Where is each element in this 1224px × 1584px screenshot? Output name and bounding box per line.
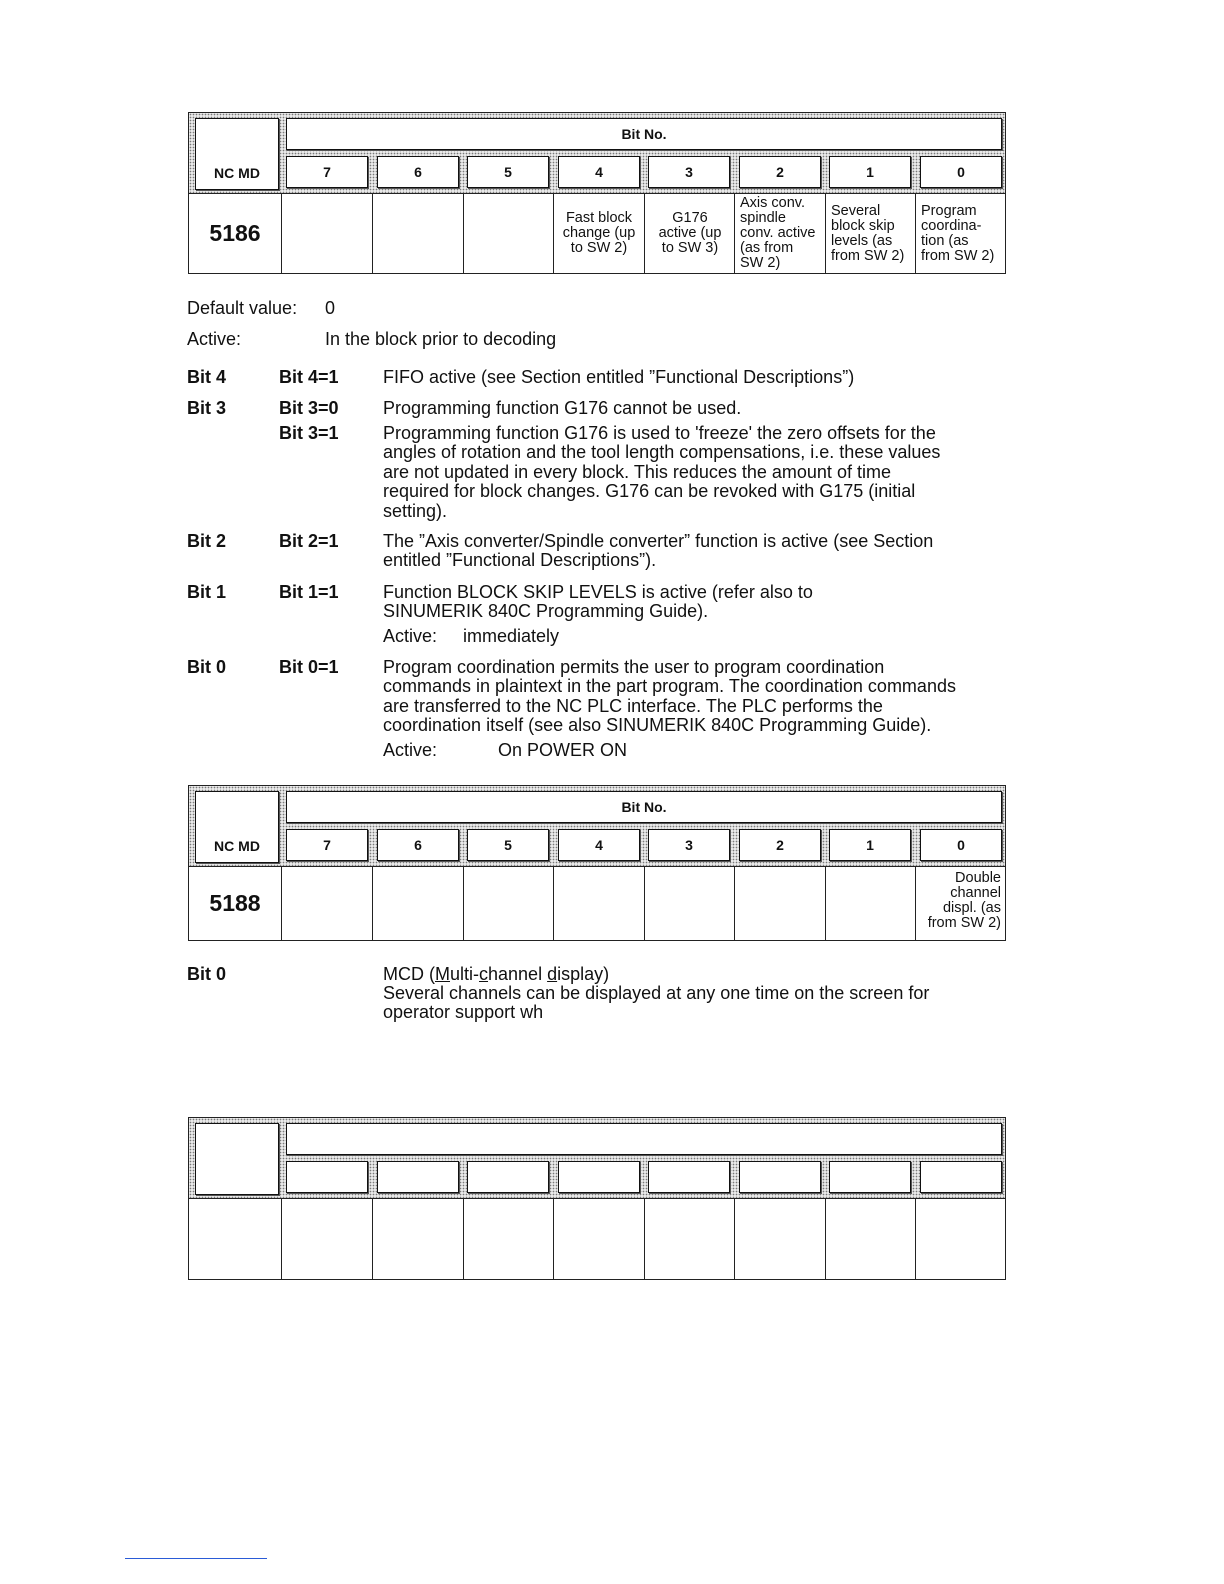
bit1-description: Several block skip levels (as from SW 2) <box>831 203 905 264</box>
mcd-title-mid1: ulti- <box>450 964 480 984</box>
nc-md-header <box>195 118 279 190</box>
bit-no-label: Bit No. <box>621 799 667 815</box>
bit-cell <box>372 1199 463 1280</box>
active-value: In the block prior to decoding <box>325 329 557 349</box>
bit-number-box <box>739 1161 821 1193</box>
table-body <box>188 194 1006 274</box>
bit-number-1: 1 <box>829 156 911 188</box>
bit-number-7: 7 <box>286 829 368 861</box>
bit-number-box <box>377 1161 459 1193</box>
bit-table-empty <box>188 1117 1006 1280</box>
bit1-active-label: Active: <box>383 626 438 646</box>
md-number-value: 5188 <box>209 890 261 916</box>
bit4-text: FIFO active (see Section entitled ”Functional Descriptions”) <box>383 367 855 387</box>
bit-number-2: 2 <box>739 156 821 188</box>
bit-no-header <box>286 791 1002 823</box>
bit-number-2: 2 <box>739 829 821 861</box>
bit2-label: Bit 2 <box>187 531 227 551</box>
bit7-cell <box>281 194 372 274</box>
nc-md-label: NC MD <box>214 165 260 181</box>
bit-cell <box>281 1199 372 1280</box>
mcd-text: Several channels can be displayed at any one time on the screen for operator support wh <box>383 983 930 1023</box>
nc-md-label: NC MD <box>214 838 260 854</box>
bit-cell <box>825 1199 915 1280</box>
bit3-text-1: Programming function G176 is used to 'freeze' the zero offsets for the angles of rotation and the tool length compensations, i.e. these values are not updated in every block. This reduces the amount of time required for block changes. G176 can be revoked with G175 (initial setting). <box>383 423 941 521</box>
active-label: Active: <box>187 329 242 349</box>
bit-number-box <box>829 1161 911 1193</box>
bit6-cell <box>372 194 463 274</box>
bit4-cell <box>553 867 644 941</box>
bit-number-4: 4 <box>558 829 640 861</box>
bit4-label: Bit 4 <box>187 367 227 387</box>
default-value-label: Default value: <box>187 298 298 318</box>
bit-number-1: 1 <box>829 829 911 861</box>
bit-cell <box>915 1199 1006 1280</box>
bit2-cell <box>734 867 825 941</box>
table-body <box>188 867 1006 941</box>
bit2-setting: Bit 2=1 <box>279 531 339 551</box>
bit2-cell <box>734 194 825 274</box>
bit1-text: Function BLOCK SKIP LEVELS is active (refer also to SINUMERIK 840C Programming Guide). <box>383 582 813 622</box>
bit3-description: G176 active (up to SW 3) <box>658 210 722 256</box>
bit3-setting-0: Bit 3=0 <box>279 398 339 418</box>
bit-number-box <box>286 1161 368 1193</box>
bit-cell <box>463 1199 553 1280</box>
bit-cell <box>734 1199 825 1280</box>
bit5-cell <box>463 194 553 274</box>
bit0-text: Program coordination permits the user to program coordination commands in plaintext in the part program. The coordination commands are transferred to the NC PLC interface. The PLC performs the coordination itself (see also SINUMERIK 840C Programming Guide). <box>383 657 956 736</box>
nc-md-header <box>195 1123 279 1195</box>
bit1-label: Bit 1 <box>187 582 227 602</box>
mcd-title-post: isplay) <box>557 964 610 984</box>
bit0-label: Bit 0 <box>187 657 227 677</box>
bit-cell <box>644 1199 734 1280</box>
bit-number-4: 4 <box>558 156 640 188</box>
bit-number-3: 3 <box>648 829 730 861</box>
mcd-title-c: c <box>479 964 489 984</box>
bit-number-7: 7 <box>286 156 368 188</box>
bit1-cell <box>825 194 915 274</box>
bit0-active-value: On POWER ON <box>498 740 628 760</box>
bit-number-0: 0 <box>920 829 1002 861</box>
bit-number-6: 6 <box>377 156 459 188</box>
mcd-title-m: M <box>435 964 450 984</box>
md-cell <box>188 1199 281 1280</box>
bit3-text-0: Programming function G176 cannot be used. <box>383 398 742 418</box>
bit-number-3: 3 <box>648 156 730 188</box>
bit4-cell <box>553 194 644 274</box>
md-number <box>188 867 281 941</box>
mcd-title-d: d <box>547 964 558 984</box>
md-number-value: 5186 <box>209 220 261 246</box>
bit4-setting: Bit 4=1 <box>279 367 339 387</box>
bit-number-5: 5 <box>467 829 549 861</box>
bit-number-box <box>648 1161 730 1193</box>
bit-table-5186 <box>188 112 1006 274</box>
bit3-cell <box>644 867 734 941</box>
bit7-cell <box>281 867 372 941</box>
bit1-setting: Bit 1=1 <box>279 582 339 602</box>
bit-no-header <box>286 118 1002 150</box>
table-header-shaded <box>188 112 1006 194</box>
bit3-cell <box>644 194 734 274</box>
bit-no-label: Bit No. <box>621 126 667 142</box>
bit-table-5188 <box>188 785 1006 941</box>
table-header-shaded <box>188 785 1006 867</box>
bit-cell <box>553 1199 644 1280</box>
bit4-description: Fast block change (up to SW 2) <box>562 210 636 256</box>
footer-rule <box>125 1558 267 1559</box>
bit2-description: Axis conv. spindle conv. active (as from SW 2) <box>740 195 816 271</box>
bit1-active-value: immediately <box>463 626 560 646</box>
mcd-title <box>383 965 609 985</box>
bit5-cell <box>463 867 553 941</box>
bit3-label: Bit 3 <box>187 398 227 418</box>
bit1-cell <box>825 867 915 941</box>
default-value: 0 <box>325 298 336 318</box>
nc-md-header <box>195 791 279 863</box>
bit-number-box <box>558 1161 640 1193</box>
bit-number-0: 0 <box>920 156 1002 188</box>
mcd-title-mid2: hannel <box>488 964 548 984</box>
bit0-description: Program coordina- tion (as from SW 2) <box>921 203 995 264</box>
bit0-active-label: Active: <box>383 740 438 760</box>
table-body <box>188 1199 1006 1280</box>
bit-number-box <box>467 1161 549 1193</box>
bit0-description: Double channel displ. (as from SW 2) <box>927 870 1001 931</box>
bit-number-5: 5 <box>467 156 549 188</box>
bit-no-header <box>286 1123 1002 1155</box>
bit-number-6: 6 <box>377 829 459 861</box>
bit0-cell <box>915 867 1006 941</box>
bit0-cell <box>915 194 1006 274</box>
bit0-setting: Bit 0=1 <box>279 657 339 677</box>
mcd-bit-label: Bit 0 <box>187 964 227 984</box>
table-header-shaded <box>188 1117 1006 1199</box>
bit6-cell <box>372 867 463 941</box>
mcd-title-pre: MCD ( <box>383 964 435 984</box>
bit3-setting-1: Bit 3=1 <box>279 423 339 443</box>
md-number <box>188 194 281 274</box>
bit2-text: The ”Axis converter/Spindle converter” function is active (see Section entitled ”Functional Descriptions”). <box>383 531 934 571</box>
bit-number-box <box>920 1161 1002 1193</box>
